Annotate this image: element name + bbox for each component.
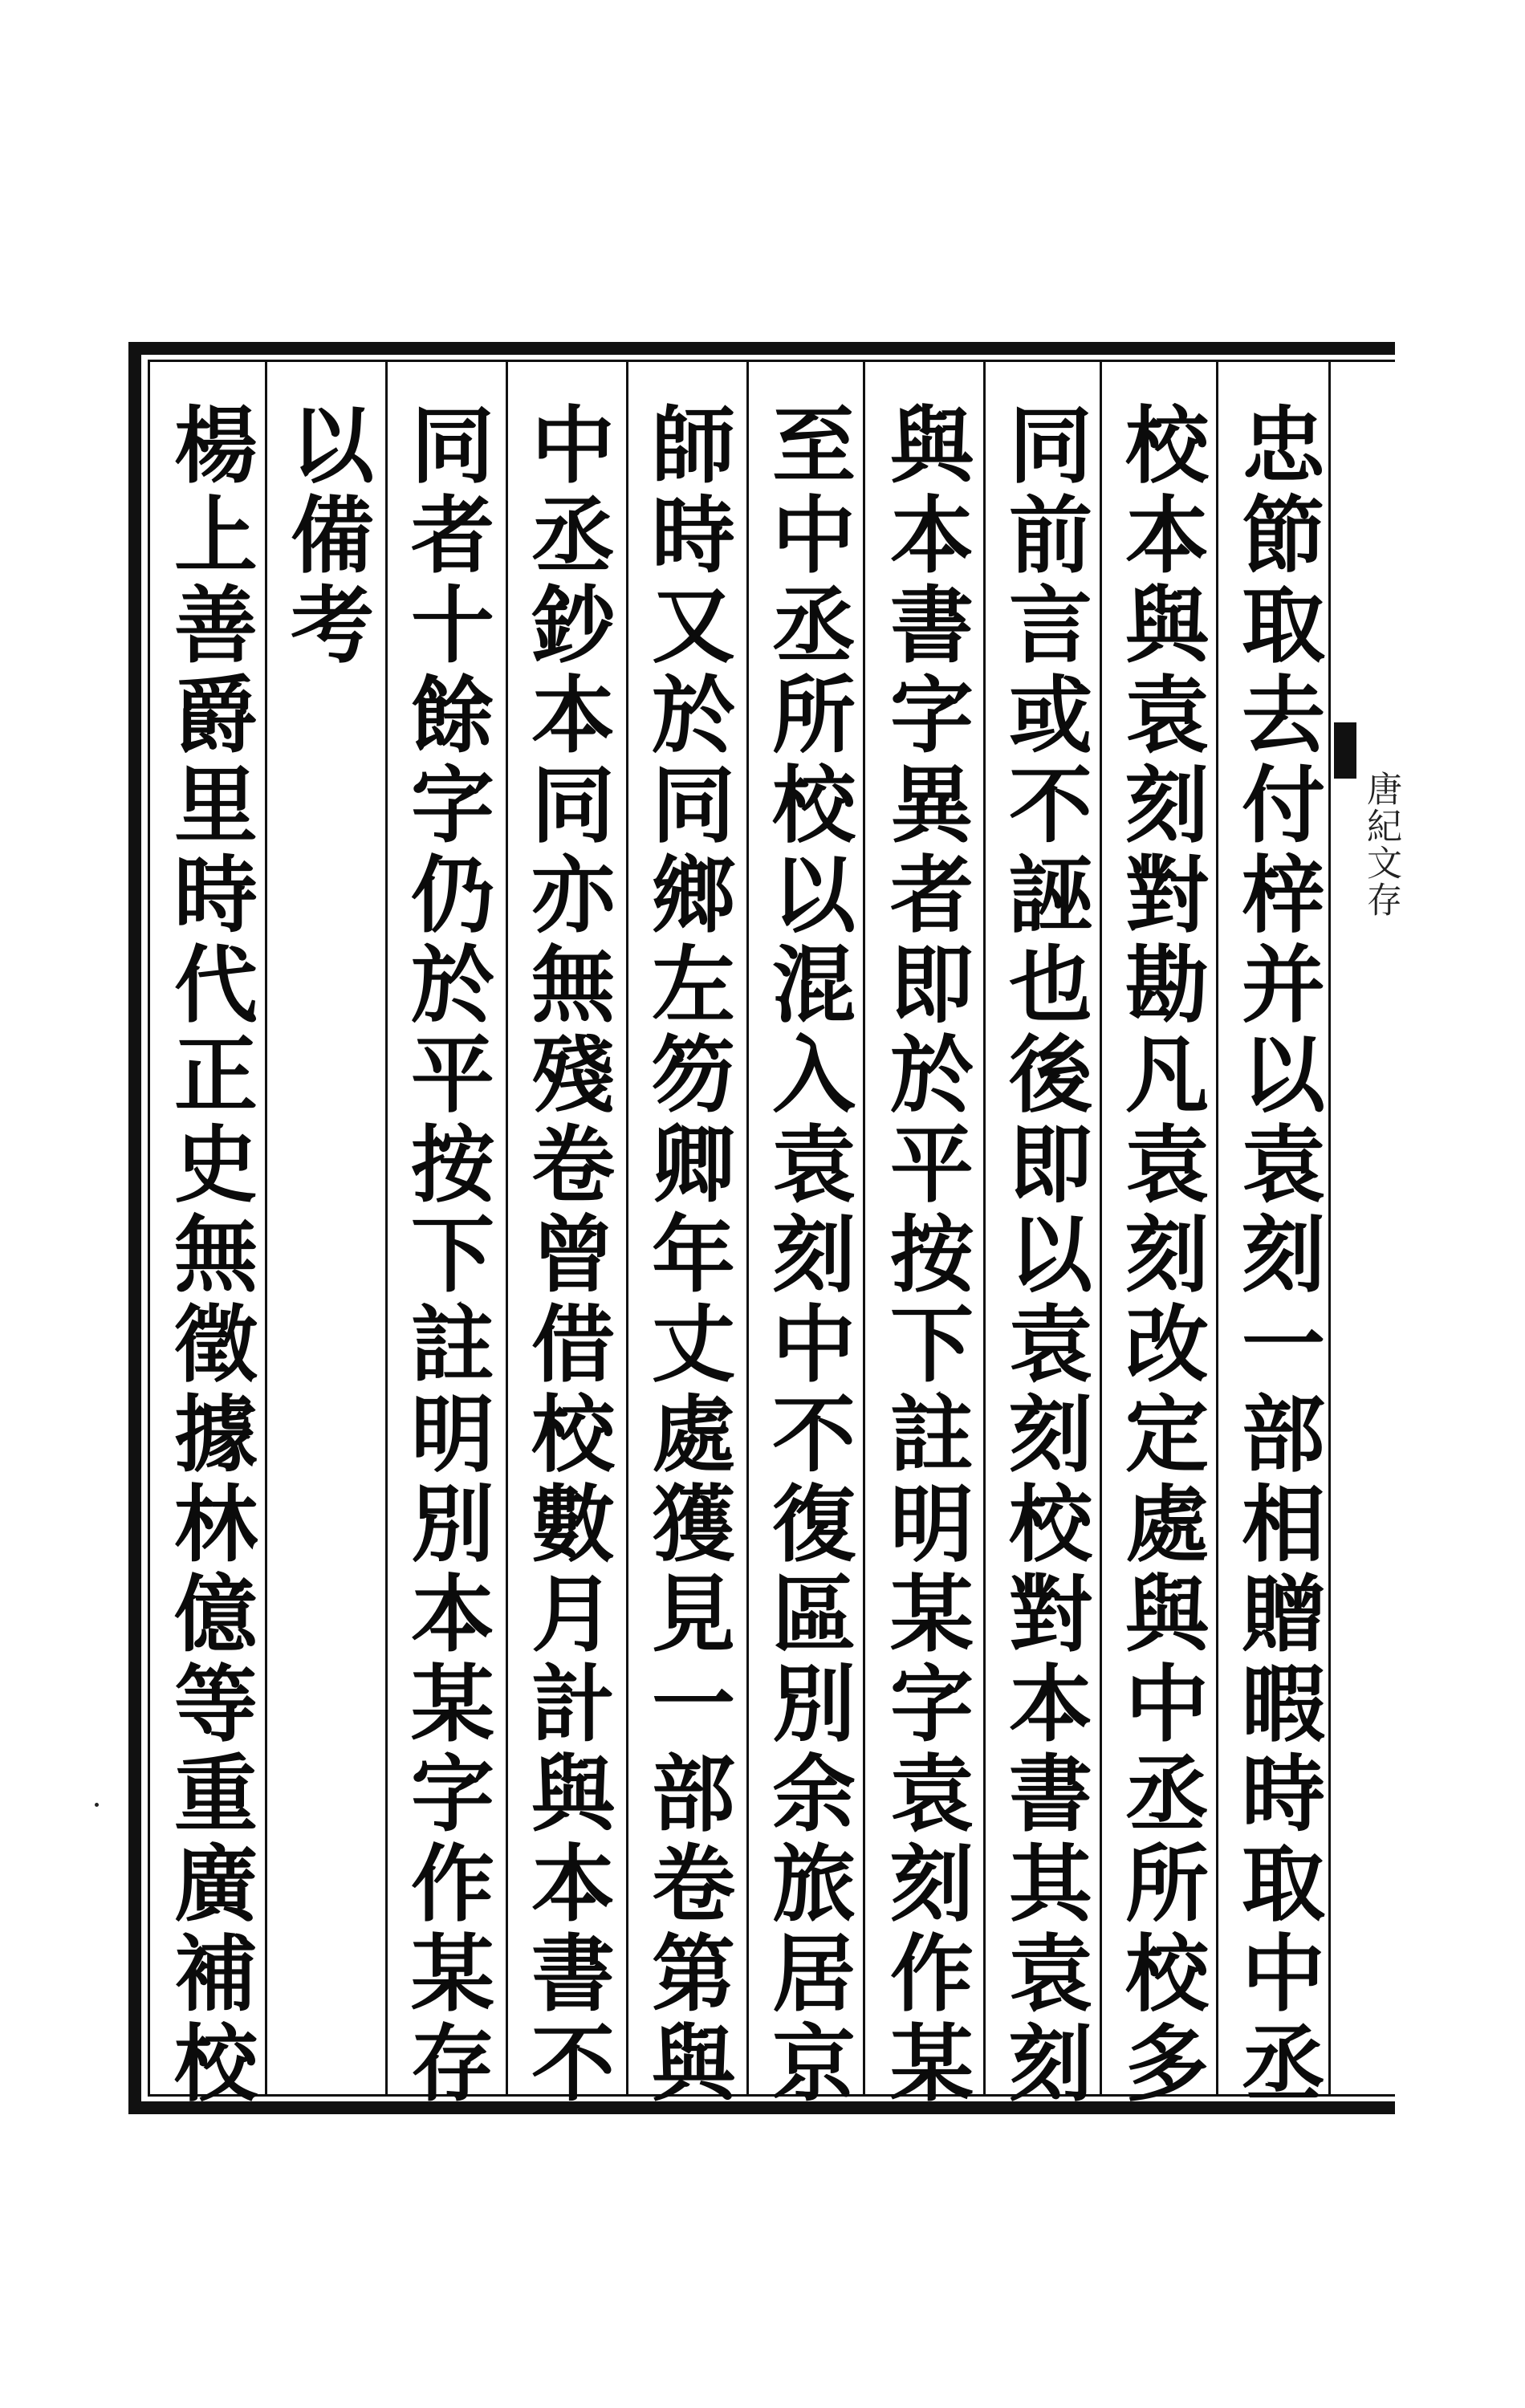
text-column-9: 以備考 (276, 401, 375, 671)
text-column-6: 師時又於同鄉左笏卿年丈處獲見一部卷第與 (637, 401, 736, 2109)
text-column-7: 中丞鈔本同亦無殘卷曾借校數月計與本書不 (517, 401, 616, 2109)
text-column-8: 同者十餘字仍於平按下註明別本某字作某存 (396, 401, 495, 2109)
column-rule (863, 360, 865, 2097)
column-rule (1216, 360, 1218, 2097)
column-rule (265, 360, 267, 2097)
text-column-5: 至中丞所校以混入袁刻中不復區別余旅居京 (758, 401, 856, 2109)
column-rule (506, 360, 508, 2097)
text-column-2: 校本與袁刻對勘凡袁刻改定處與中丞所校多 (1111, 401, 1210, 2109)
column-rule (983, 360, 986, 2097)
column-rule (1100, 360, 1102, 2097)
text-column-10: 楊上善爵里時代正史無徵據林億等重廣補校 (160, 401, 258, 2109)
fish-tail-mark (1334, 722, 1356, 779)
text-column-4: 與本書字異者即於平按下註明某字袁刻作某 (876, 401, 974, 2109)
text-column-1: 忠節取去付梓并以袁刻一部相贈暇時取中丞 (1227, 401, 1326, 2109)
ink-speck (95, 1803, 99, 1807)
column-rule (385, 360, 388, 2097)
margin-title: 唐紀文存 (1360, 771, 1401, 918)
column-rule (746, 360, 749, 2097)
column-rule (626, 360, 628, 2097)
text-column-3: 同前言或不誣也後即以袁刻校對本書其袁刻 (994, 401, 1093, 2109)
